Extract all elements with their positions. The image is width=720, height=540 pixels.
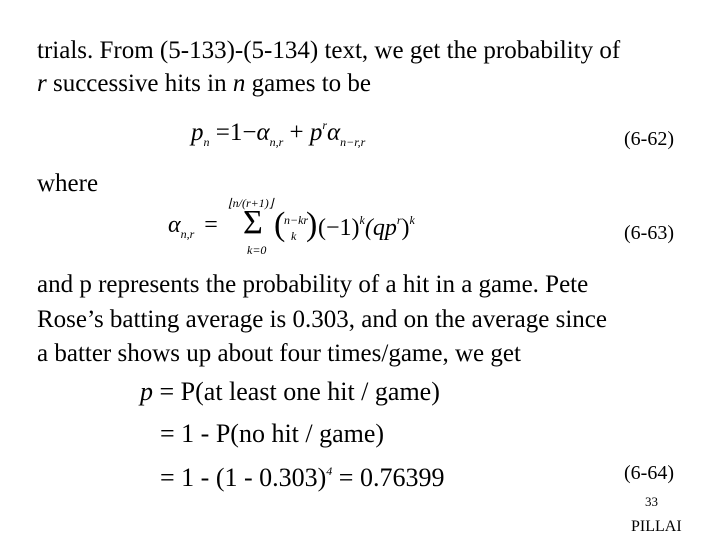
eq63-alpha: α	[168, 212, 181, 238]
eq64-line1	[140, 377, 440, 407]
eq63-label: (6-63)	[624, 222, 674, 244]
paragraph1-line2-end: games to be	[245, 70, 371, 97]
page-number: 33	[645, 494, 658, 509]
eq62-p2: p	[309, 119, 323, 146]
eq62-sub-nrr: n−r,r	[340, 135, 366, 149]
eq62-alpha2: α	[327, 119, 341, 146]
eq63-sup-k2: k	[409, 213, 415, 227]
eq63-rhs	[318, 215, 415, 242]
paragraph2-line2: Rose’s batting average is 0.303, and on the average since	[37, 306, 607, 333]
eq63-sub-nr: n,r	[180, 227, 195, 241]
eq63-sup-k: k	[359, 213, 365, 227]
eq63-sigma: Σ	[243, 204, 263, 241]
eq64-label: (6-64)	[624, 462, 674, 484]
eq62-eq-one-minus: =1−	[209, 119, 257, 146]
eq63-sup-r: r	[396, 213, 402, 227]
equation-6-62	[191, 119, 365, 147]
var-n: n	[232, 70, 246, 97]
paragraph1-line2-mid: successive hits in	[46, 70, 233, 97]
where-label: where	[37, 170, 99, 197]
eq62-sup-r: r	[322, 118, 328, 132]
eq63-binom-open: (	[274, 206, 286, 243]
eq62-alpha: α	[256, 119, 270, 146]
eq62-plus: +	[283, 119, 310, 146]
eq64-p: p	[140, 377, 153, 406]
eq63-lhs	[168, 212, 218, 239]
paragraph2-line3: a batter shows up about four times/game, we get	[37, 340, 521, 367]
eq62-sub-n: n	[203, 135, 210, 149]
eq64-line3-b: = 0.76399	[332, 463, 445, 492]
eq63-binom-top: n−kr	[284, 213, 309, 227]
eq63-binom-close: )	[306, 206, 318, 243]
eq63-qp: (qp	[364, 215, 397, 241]
eq62-label: (6-62)	[624, 128, 674, 150]
eq64-line3-exp: 4	[326, 464, 333, 478]
eq63-upper-limit: ⌊n/(r+1)⌋	[228, 196, 274, 210]
eq64-line2: = 1 - P(no hit / game)	[160, 419, 385, 448]
eq64-line1-rhs: = P(at least one hit / game)	[159, 377, 440, 406]
eq63-lower-limit: k=0	[247, 243, 267, 257]
eq62-sub-nr: n,r	[269, 135, 284, 149]
eq63-close: )	[401, 215, 410, 241]
var-r: r	[37, 70, 47, 97]
eq63-binom-bottom: k	[291, 229, 297, 243]
author-label: PILLAI	[631, 518, 682, 535]
paragraph2-line1: and p represents the probability of a hit in a game. Pete	[37, 271, 589, 298]
eq63-equals: =	[204, 212, 218, 238]
eq62-p: p	[191, 119, 204, 146]
eq64-line3	[160, 463, 444, 493]
paragraph1-line1: trials. From (5-133)-(5-134) text, we get the probability of	[37, 37, 621, 64]
paragraph1-line2	[37, 67, 371, 100]
eq64-line3-a: = 1 - (1 - 0.303)	[160, 463, 327, 492]
eq63-minus-one: (−1)	[318, 215, 360, 241]
